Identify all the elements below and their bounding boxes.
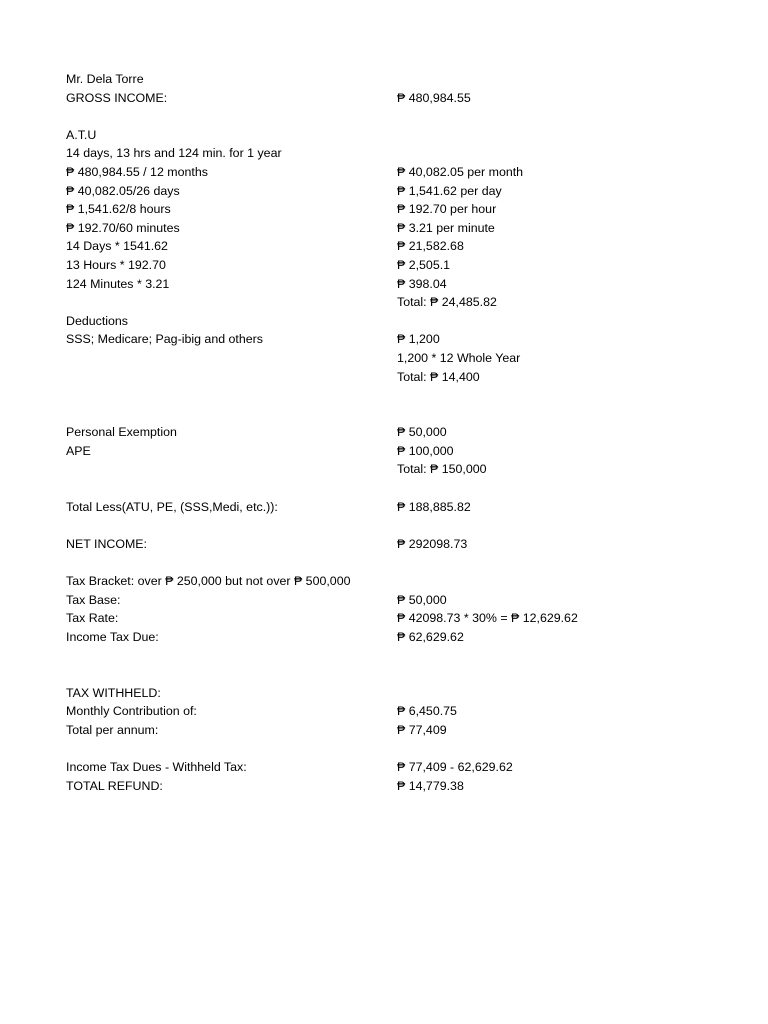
document-row — [66, 758, 726, 777]
row-label: Personal Exemption — [66, 425, 177, 440]
row-label: Tax Base: — [66, 592, 121, 607]
row-value: ₱ 40,082.05 per month — [397, 164, 524, 179]
document-row — [66, 386, 726, 405]
row-label: SSS; Medicare; Pag-ibig and others — [66, 332, 263, 347]
row-value: Total: ₱ 24,485.82 — [397, 295, 497, 310]
document-row — [66, 553, 726, 572]
document-row — [66, 665, 726, 684]
row-label: Monthly Contribution of: — [66, 704, 197, 719]
row-label: 14 Days * 1541.62 — [66, 239, 168, 254]
row-label: GROSS INCOME: — [66, 90, 168, 105]
document-row — [66, 89, 726, 108]
row-value: ₱ 3.21 per minute — [397, 220, 495, 235]
row-label: 124 Minutes * 3.21 — [66, 276, 170, 291]
document-row — [66, 293, 726, 312]
row-value: ₱ 2,505.1 — [397, 257, 451, 272]
document-row — [66, 721, 726, 740]
document-row — [66, 237, 726, 256]
row-label: Tax Bracket: over ₱ 250,000 but not over ₱ 500,000 — [66, 574, 351, 589]
row-value: ₱ 398.04 — [397, 276, 447, 291]
row-label: Total per annum: — [66, 722, 159, 737]
document-row — [66, 330, 726, 349]
tax-computation-document — [66, 70, 726, 795]
document-row — [66, 442, 726, 461]
row-value: Total: ₱ 150,000 — [397, 462, 487, 477]
document-row — [66, 405, 726, 424]
document-row — [66, 591, 726, 610]
document-row — [66, 646, 726, 665]
row-value: ₱ 77,409 — [397, 722, 447, 737]
document-row — [66, 107, 726, 126]
row-value: ₱ 480,984.55 — [397, 90, 471, 105]
document-row — [66, 609, 726, 628]
row-label: APE — [66, 443, 91, 458]
document-row — [66, 777, 726, 796]
document-row — [66, 423, 726, 442]
row-value: ₱ 50,000 — [397, 425, 447, 440]
row-label: 14 days, 13 hrs and 124 min. for 1 year — [66, 146, 282, 161]
document-row — [66, 702, 726, 721]
row-value: ₱ 42098.73 * 30% = ₱ 12,629.62 — [397, 611, 578, 626]
row-label: ₱ 480,984.55 / 12 months — [66, 164, 208, 179]
document-row — [66, 275, 726, 294]
row-label: TOTAL REFUND: — [66, 778, 163, 793]
document-row — [66, 126, 726, 145]
row-value: ₱ 6,450.75 — [397, 704, 457, 719]
row-value: 1,200 * 12 Whole Year — [397, 350, 521, 365]
row-label: NET INCOME: — [66, 536, 148, 551]
document-row — [66, 200, 726, 219]
document-row — [66, 144, 726, 163]
document-row — [66, 460, 726, 479]
document-row — [66, 70, 726, 89]
document-row — [66, 684, 726, 703]
row-value: ₱ 188,885.82 — [397, 499, 471, 514]
row-label: Deductions — [66, 313, 128, 328]
document-row — [66, 312, 726, 331]
document-row — [66, 739, 726, 758]
row-label: A.T.U — [66, 127, 97, 142]
row-value: ₱ 14,779.38 — [397, 778, 464, 793]
document-row — [66, 182, 726, 201]
document-row — [66, 628, 726, 647]
row-value: ₱ 77,409 - 62,629.62 — [397, 759, 513, 774]
row-label: ₱ 192.70/60 minutes — [66, 220, 180, 235]
row-value: ₱ 62,629.62 — [397, 629, 464, 644]
row-label: TAX WITHHELD: — [66, 685, 161, 700]
document-row — [66, 349, 726, 368]
row-value: ₱ 1,200 — [397, 332, 440, 347]
row-label: Total Less(ATU, PE, (SSS,Medi, etc.)): — [66, 499, 278, 514]
document-row — [66, 163, 726, 182]
row-value: Total: ₱ 14,400 — [397, 369, 480, 384]
row-value: ₱ 21,582.68 — [397, 239, 464, 254]
row-label: Mr. Dela Torre — [66, 72, 144, 86]
row-value: ₱ 50,000 — [397, 592, 447, 607]
row-value: ₱ 292098.73 — [397, 536, 468, 551]
row-value: ₱ 192.70 per hour — [397, 202, 497, 217]
document-row — [66, 219, 726, 238]
document-row — [66, 516, 726, 535]
row-value: ₱ 100,000 — [397, 443, 454, 458]
document-row — [66, 479, 726, 498]
row-label: ₱ 1,541.62/8 hours — [66, 202, 171, 217]
row-label: Tax Rate: — [66, 611, 119, 626]
row-value: ₱ 1,541.62 per day — [397, 183, 502, 198]
row-label: Income Tax Dues - Withheld Tax: — [66, 759, 247, 774]
document-row — [66, 498, 726, 517]
row-label: 13 Hours * 192.70 — [66, 257, 166, 272]
document-row — [66, 535, 726, 554]
document-row — [66, 572, 726, 591]
row-label: Income Tax Due: — [66, 629, 159, 644]
document-row — [66, 368, 726, 387]
row-label: ₱ 40,082.05/26 days — [66, 183, 180, 198]
document-row — [66, 256, 726, 275]
